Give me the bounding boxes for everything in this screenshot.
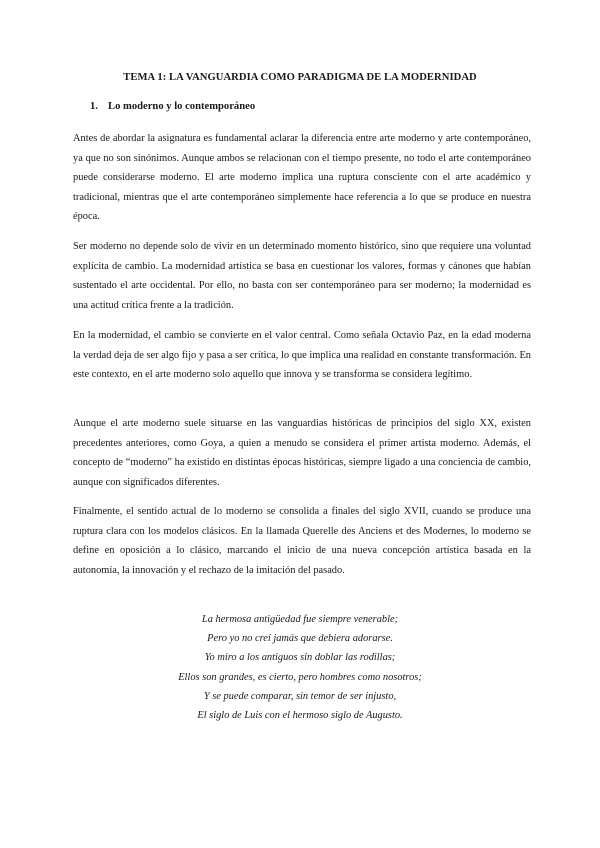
paragraph: En la modernidad, el cambio se convierte en el valor central. Como señala Octavio Paz, en la edad moderna la verdad deja de ser algo fijo y pasa a ser crítica, lo que implica una realidad en constante transformación. En este contexto, en el arte moderno solo aquello que innova y se transforma se considera legítimo. [73,330,531,381]
section-heading-text: Lo moderno y lo contemporáneo [108,101,256,112]
poem-line: Ellos son grandes, es cierto, pero hombres como nosotros; [178,671,422,683]
poem-line: La hermosa antigüedad fue siempre venerable; [201,614,399,625]
section-heading [90,101,255,112]
document-title: TEMA 1: LA VANGUARDIA COMO PARADIGMA DE LA MODERNIDAD [123,72,477,83]
paragraph: Ser moderno no depende solo de vivir en un determinado momento histórico, sino que requiere una voluntad explícita de cambio. La modernidad artística se basa en cuestionar los valores, formas y cánones que habían sustentado el arte occidental. Por ello, no basta con ser contemporáneo para ser moderno; la modernidad es una actitud crítica frente a la tradición. [73,241,531,311]
paragraph: Antes de abordar la asignatura es fundamental aclarar la diferencia entre arte moderno y arte contemporáneo, ya que no son sinónimos. Aunque ambos se relacionan con el tiempo presente, no todo el arte contemporáneo puede considerarse moderno. El arte moderno implica una ruptura consciente con el arte académico y tradicional, mientras que el arte contemporáneo simplemente hace referencia a lo que se produce en nuestra época. [73,133,531,223]
poem-line: Y se puede comparar, sin temor de ser injusto, [203,690,397,702]
paragraph: Aunque el arte moderno suele situarse en las vanguardias históricas de principios del siglo XX, existen precedentes anteriores, como Goya, a quien a menudo se considera el primer artista moderno. Además, el concepto de “moderno” ha existido en distintas épocas históricas, siempre ligado a una conciencia de cambio, aunque con significados diferentes. [73,418,531,488]
section-number: 1. [90,101,98,112]
poem-line: Pero yo no creí jamás que debiera adorarse. [207,633,393,645]
poem-line: El siglo de Luis con el hermoso siglo de Augusto. [197,710,403,722]
poem-quote [0,610,600,725]
poem-line: Yo miro a los antiguos sin doblar las rodillas; [204,652,396,664]
paragraph: Finalmente, el sentido actual de lo moderno se consolida a finales del siglo XVII, cuando se produce una ruptura clara con los modelos clásicos. En la llamada Querelle des Anciens et des Modernes, lo moderno se define en oposición a lo clásico, marcando el inicio de una nueva concepción artística basada en la autonomía, la innovación y el rechazo de la imitación del pasado. [73,506,531,576]
